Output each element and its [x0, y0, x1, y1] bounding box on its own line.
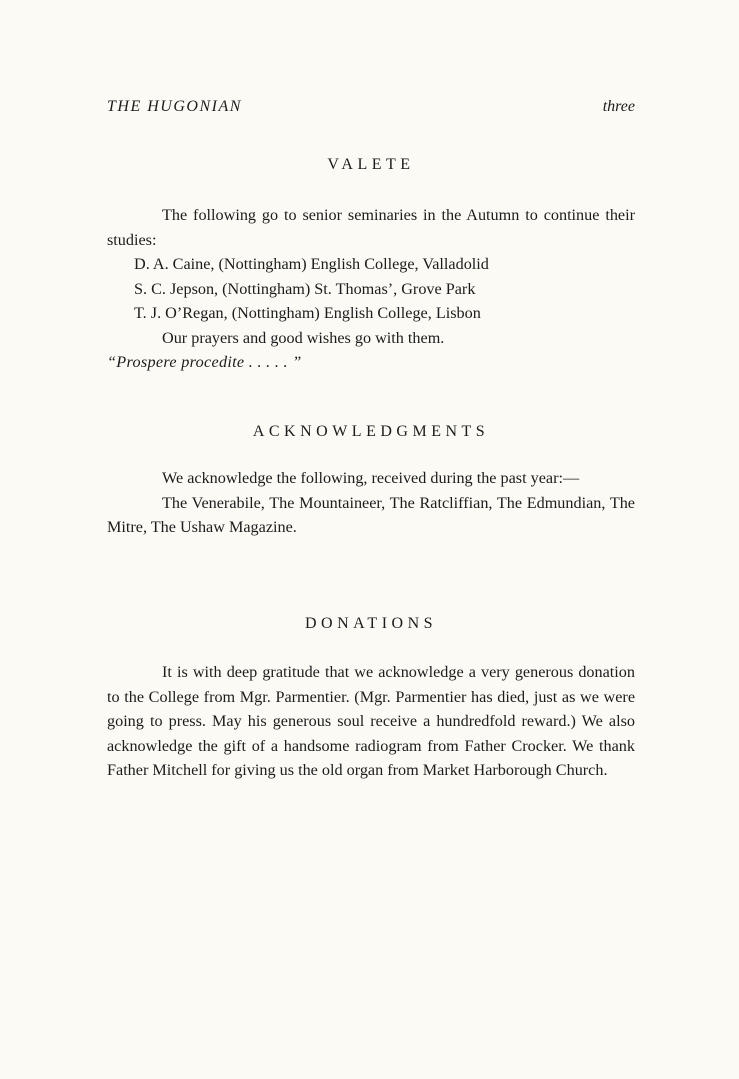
acknowledgments-intro: We acknowledge the following, received during the past year:— — [162, 469, 580, 487]
spacer — [107, 636, 635, 660]
valete-intro: The following go to senior seminaries in the Autumn to continue their studies: — [107, 206, 635, 249]
valete-quote: “Prospere procedite . . . . . ” — [107, 353, 302, 371]
valete-wishes: Our prayers and good wishes go with them. — [162, 328, 445, 347]
running-head — [107, 98, 635, 120]
student-line: T. J. O’Regan, (Nottingham) English College, Lisbon — [134, 304, 481, 322]
student-line: D. A. Caine, (Nottingham) English College, Valladolid — [134, 255, 489, 273]
spacer — [107, 444, 635, 466]
donations-section — [107, 612, 635, 783]
spacer — [107, 177, 635, 203]
acknowledgments-publications: The Venerabile, The Mountaineer, The Ratcliffian, The Edmundian, The Mitre, The Ushaw Magazine. — [107, 493, 635, 536]
page-number: three — [602, 98, 635, 115]
valete-heading: VALETE — [327, 156, 415, 173]
donations-body: It is with deep gratitude that we acknowledge a very generous donation to the College from Mgr. Parmentier. (Mgr. Parmentier has died, just as we were going to press. May his generous soul receive a hundredfold reward.) We also acknowledge the gift of a handsome radiogram from Father Crocker. We thank Father Mitchell for giving us the old organ from Market Harborough Church. — [107, 663, 635, 779]
acknowledgments-heading: ACKNOWLEDGMENTS — [252, 423, 490, 440]
student-line: S. C. Jepson, (Nottingham) St. Thomas’, Grove Park — [134, 279, 476, 298]
acknowledgments-section — [107, 420, 635, 540]
running-title: THE HUGONIAN — [107, 98, 242, 115]
donations-heading: DONATIONS — [304, 615, 438, 632]
valete-section — [107, 153, 635, 375]
